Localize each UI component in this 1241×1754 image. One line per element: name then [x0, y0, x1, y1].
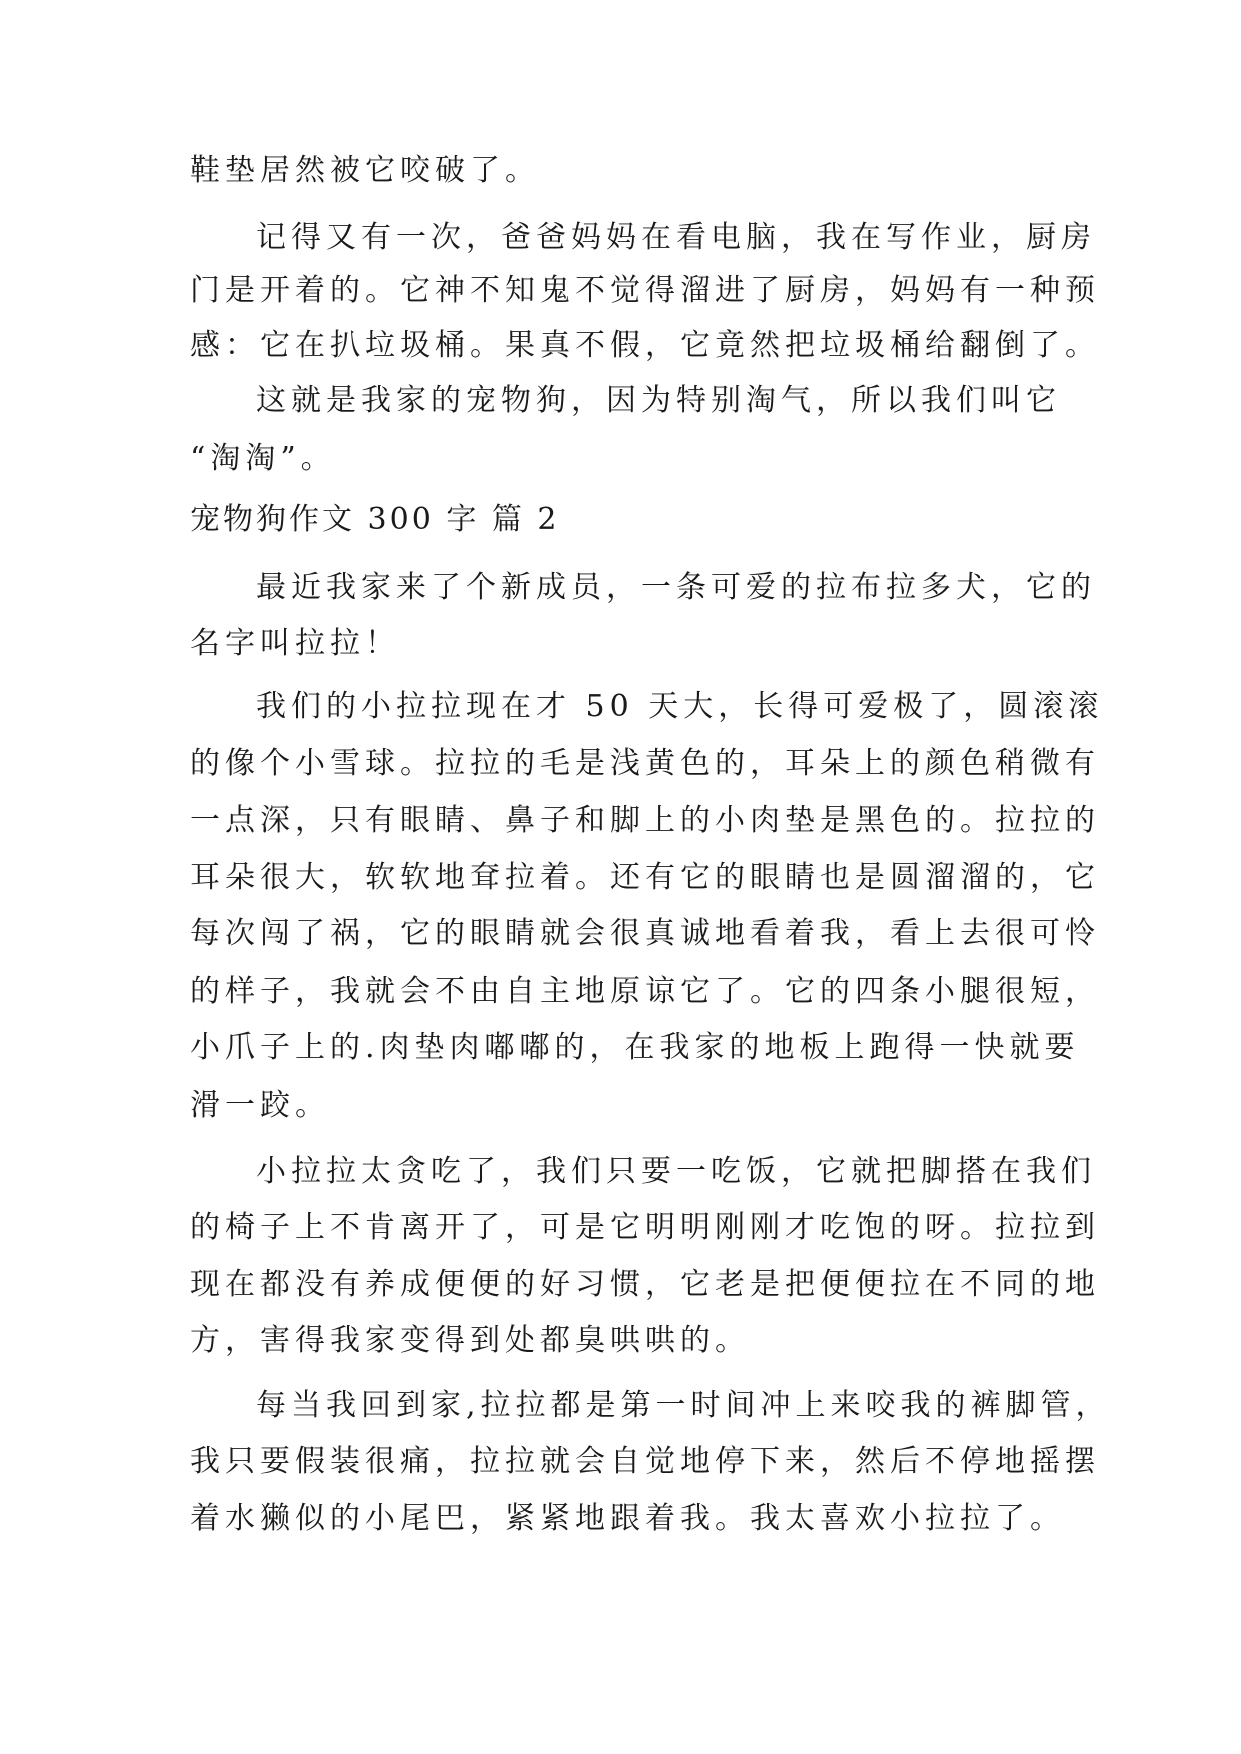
text-line: 方，害得我家变得到处都臭哄哄的。: [190, 1323, 750, 1358]
text-line: 我只要假装很痛，拉拉就会自觉地停下来，然后不停地摇摆: [190, 1444, 1100, 1479]
paragraph-start: 记得又有一次，爸爸妈妈在看电脑，我在写作业，厨房: [256, 220, 1096, 255]
text-line: 名字叫拉拉！: [190, 626, 400, 661]
text-line: 的样子，我就会不由自主地原谅它了。它的四条小腿很短，: [190, 974, 1100, 1009]
paragraph-start: 每当我回到家,拉拉都是第一时间冲上来咬我的裤脚管，: [256, 1388, 1111, 1423]
text-line: 感：它在扒垃圾桶。果真不假，它竟然把垃圾桶给翻倒了。: [190, 328, 1100, 363]
paragraph-start: 这就是我家的宠物狗，因为特别淘气，所以我们叫它: [256, 383, 1061, 418]
text-line: 现在都没有养成便便的好习惯，它老是把便便拉在不同的地: [190, 1267, 1100, 1302]
text-line: 小爪子上的.肉垫肉嘟嘟的，在我家的地板上跑得一快就要: [190, 1030, 1080, 1065]
text-line: “淘淘”。: [190, 441, 336, 476]
text-line: 一点深，只有眼睛、鼻子和脚上的小肉垫是黑色的。拉拉的: [190, 803, 1100, 838]
section-heading: 宠物狗作文 300 字 篇 2: [190, 502, 560, 537]
text-line: 耳朵很大，软软地耷拉着。还有它的眼睛也是圆溜溜的，它: [190, 860, 1100, 895]
text-line: 的椅子上不肯离开了，可是它明明刚刚才吃饱的呀。拉拉到: [190, 1210, 1100, 1245]
paragraph-start: 最近我家来了个新成员，一条可爱的拉布拉多犬，它的: [256, 570, 1096, 605]
text-line: 着水獭似的小尾巴，紧紧地跟着我。我太喜欢小拉拉了。: [190, 1501, 1065, 1536]
text-line: 滑一跤。: [190, 1088, 330, 1123]
text-line: 每次闯了祸，它的眼睛就会很真诚地看着我，看上去很可怜: [190, 916, 1100, 951]
paragraph-start: 小拉拉太贪吃了，我们只要一吃饭，它就把脚搭在我们: [256, 1154, 1096, 1189]
text-line: 鞋垫居然被它咬破了。: [190, 153, 540, 188]
text-line: 门是开着的。它神不知鬼不觉得溜进了厨房，妈妈有一种预: [190, 273, 1100, 308]
paragraph-start: 我们的小拉拉现在才 50 天大，长得可爱极了，圆滚滚: [256, 689, 1104, 724]
text-line: 的像个小雪球。拉拉的毛是浅黄色的，耳朵上的颜色稍微有: [190, 746, 1100, 781]
